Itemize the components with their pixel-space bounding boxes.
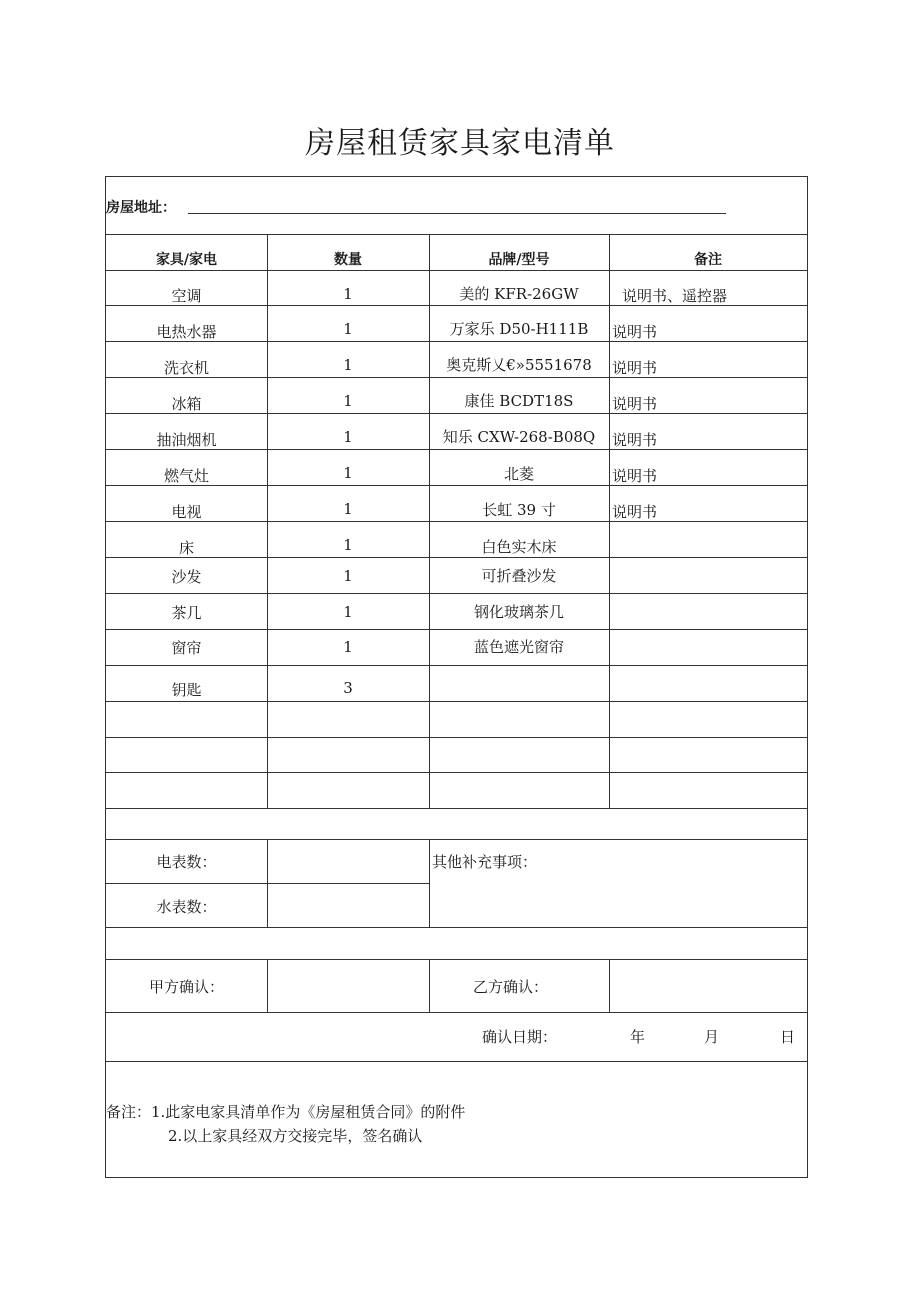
- row-qty: 1: [343, 285, 353, 303]
- rule: [106, 485, 807, 486]
- row-brand: 可折叠沙发: [481, 567, 557, 585]
- row-remark: 说明书: [612, 395, 658, 413]
- party-b-signature[interactable]: [610, 960, 807, 1012]
- header-brand: 品牌/型号: [488, 252, 550, 268]
- row-item: 钥匙: [171, 681, 202, 699]
- header-item: 家具/家电: [155, 252, 218, 268]
- rule: [106, 1061, 807, 1062]
- rule: [106, 377, 807, 378]
- row-qty: 1: [343, 356, 353, 374]
- water-meter-field[interactable]: [268, 884, 429, 927]
- date-day: 日: [780, 1028, 796, 1046]
- row-brand: 北菱: [503, 465, 534, 483]
- rule: [609, 234, 610, 808]
- row-remark: 说明书: [612, 431, 658, 449]
- row-brand: 美的 KFR-26GW: [459, 285, 579, 303]
- row-item: 冰箱: [171, 395, 202, 413]
- water-meter-label: 水表数：: [156, 898, 217, 916]
- inventory-sheet: [105, 176, 808, 1178]
- row-item: 沙发: [171, 568, 202, 586]
- page-title: 房屋租赁家具家电清单: [305, 126, 615, 161]
- row-qty: 1: [343, 392, 353, 410]
- row-qty: 1: [343, 320, 353, 338]
- rule: [106, 772, 807, 773]
- party-a-signature[interactable]: [268, 960, 429, 1012]
- rule: [106, 701, 807, 702]
- rule: [106, 521, 807, 522]
- rule: [106, 629, 807, 630]
- row-remark: 说明书: [612, 359, 658, 377]
- row-item: 空调: [171, 287, 202, 305]
- rule: [429, 959, 430, 1012]
- rule: [106, 413, 807, 414]
- row-remark: 说明书: [612, 323, 658, 341]
- rule: [106, 808, 807, 809]
- date-label: 确认日期：: [482, 1028, 558, 1046]
- row-qty: 3: [343, 679, 353, 697]
- rule: [429, 839, 430, 927]
- rule: [106, 593, 807, 594]
- rule: [106, 927, 807, 928]
- party-b-label: 乙方确认：: [473, 978, 549, 996]
- party-a-label: 甲方确认：: [148, 978, 224, 996]
- row-qty: 1: [343, 500, 353, 518]
- date-year: 年: [630, 1028, 646, 1046]
- date-month: 月: [704, 1028, 720, 1046]
- address-label: 房屋地址：: [106, 200, 176, 216]
- row-item: 燃气灶: [163, 467, 209, 485]
- other-notes-label: 其他补充事项：: [432, 853, 538, 871]
- header-remark: 备注: [694, 252, 722, 268]
- row-item: 电热水器: [156, 323, 217, 341]
- row-brand: 白色实木床: [481, 538, 557, 556]
- rule: [106, 341, 807, 342]
- electric-meter-field[interactable]: [268, 840, 429, 883]
- row-qty: 1: [343, 428, 353, 446]
- row-brand: 奥克斯乂€»5551678: [446, 356, 592, 374]
- row-item: 抽油烟机: [156, 431, 217, 449]
- rule: [106, 270, 807, 271]
- rule: [106, 737, 807, 738]
- row-brand: 知乐 CXW-268-B08Q: [442, 428, 596, 446]
- electric-meter-label: 电表数：: [156, 853, 217, 871]
- row-qty: 1: [343, 603, 353, 621]
- rule: [106, 557, 807, 558]
- rule: [106, 234, 807, 235]
- row-brand: 钢化玻璃茶几: [473, 603, 564, 621]
- rule: [106, 839, 807, 840]
- row-item: 洗衣机: [163, 359, 209, 377]
- row-qty: 1: [343, 536, 353, 554]
- row-remark: 说明书: [612, 503, 658, 521]
- row-item: 窗帘: [171, 639, 202, 657]
- row-qty: 1: [343, 638, 353, 656]
- address-field[interactable]: [188, 213, 726, 214]
- row-remark: 说明书: [612, 467, 658, 485]
- row-qty: 1: [343, 567, 353, 585]
- row-item: 床: [178, 539, 194, 557]
- rule: [106, 1012, 807, 1013]
- header-qty: 数量: [334, 252, 362, 268]
- row-qty: 1: [343, 464, 353, 482]
- row-remark: 说明书、遥控器: [622, 287, 728, 305]
- note-line-1: 备注：1.此家电家具清单作为《房屋租赁合同》的附件: [106, 1103, 466, 1121]
- rule: [106, 665, 807, 666]
- rule: [106, 449, 807, 450]
- rule: [106, 305, 807, 306]
- row-brand: 长虹 39 寸: [482, 501, 556, 519]
- row-brand: 万家乐 D50-H111B: [449, 320, 589, 338]
- row-brand: 康佳 BCDT18S: [464, 392, 574, 410]
- row-item: 电视: [171, 503, 202, 521]
- row-item: 茶几: [171, 604, 202, 622]
- note-line-2: 2.以上家具经双方交接完毕，签名确认: [168, 1127, 423, 1145]
- row-brand: 蓝色遮光窗帘: [473, 638, 564, 656]
